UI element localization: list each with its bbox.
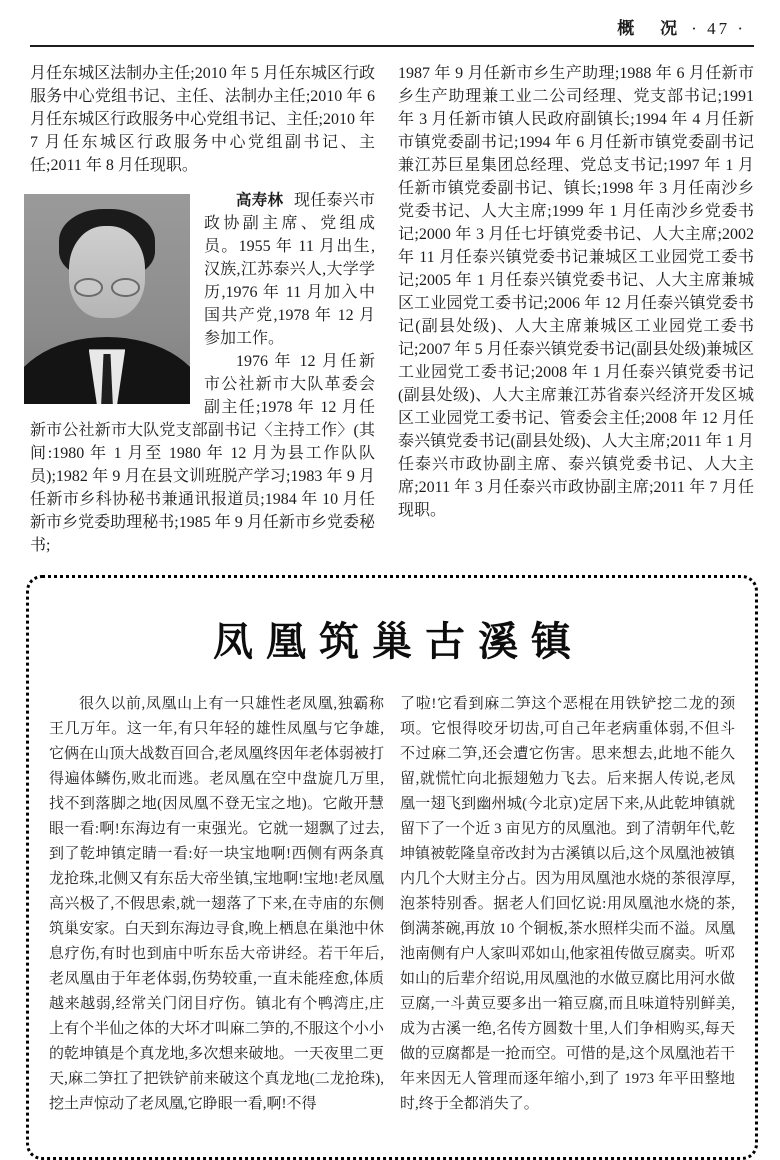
story-column-right: 了啦!它看到麻二笋这个恶棍在用铁铲挖二龙的颈项。它恨得咬牙切齿,可自己年老病重体弱,不但斗不过麻二笋,还会遭它伤害。思来想去,此地不能久留,就慌忙向北振翅勉力飞去。后来据人传说,老凤凰一翅飞到幽州城(今北京)定居下来,从此乾坤镇就留下了一个近 3 亩见方的凤凰池。到了清朝年代,乾坤镇被乾隆皇帝改封为古溪镇以后,这个凤凰池被镇内几个大财主分占。因为用凤凰池水烧的茶很淳厚,泡茶特别香。据老人们回忆说:用凤凰池水烧的茶,倒满茶碗,再放 10 个铜板,茶水照样尖而不溢。凤凰池南侧有户人家叫邓如山,他家祖传做豆腐卖。听邓如山的后辈介绍说,用凤凰池的水做豆腐比用河水做豆腐,一斗黄豆要多出一箱豆腐,而且味道特别鲜美,成为古溪一绝,名传方圆数十里,人们争相购买,每天做的豆腐都是一抢而空。可惜的是,这个凤凰池若干年来因无人管理而逐年缩小,到了 1973 年平田整地时,终于全都消失了。 bbox=[400, 696, 735, 1112]
glasses-icon bbox=[74, 278, 140, 297]
person-name: 高寿林 bbox=[236, 191, 284, 209]
story-box bbox=[26, 575, 758, 1160]
left-column bbox=[30, 62, 375, 557]
section-title: 概 况 bbox=[617, 19, 688, 39]
glasses-right-lens bbox=[111, 278, 140, 297]
bio-career-paragraph: 1976 年 12 月任新市公社新市大队革委会副主任;1978 年 12 月任新市公社新市大队党支部副书记〈主持工作〉(其间:1980 年 1 月至 1980 年 12 月为县工作队队员);1982 年 9 月在县文训班脱产学习;1983 年 9 月任新市乡科协秘书兼通讯报道员;1984 年 10 月任新市乡党委助理秘书;1985 年 9 月任新市乡党委秘书; bbox=[30, 353, 375, 554]
right-column bbox=[398, 62, 754, 557]
header-rule bbox=[30, 45, 754, 47]
bio-block bbox=[30, 189, 375, 557]
story-columns bbox=[49, 692, 735, 1117]
continuation-paragraph: 月任东城区法制办主任;2010 年 5 月任东城区行政服务中心党组书记、主任、法制办主任;2010 年 6 月任东城区行政服务中心党组书记、主任;2010 年 7 月任东城区行政服务中心党组副书记、主任;2011 年 8 月任现职。 bbox=[30, 65, 375, 174]
glasses-left-lens bbox=[74, 278, 103, 297]
story-title: 凤凰筑巢古溪镇 bbox=[213, 619, 584, 665]
story-column-left: 很久以前,凤凰山上有一只雄性老凤凰,独霸称王几万年。这一年,有只年轻的雄性凤凰与它争雄,它俩在山顶大战数百回合,老凤凰终因年老体弱被打得遍体鳞伤,败北而逃。老凤凰在空中盘旋几万里,找不到落脚之地(因凤凰不登无宝之地)。它敞开慧眼一看:啊!东海边有一束强光。它就一翅飘了过去,到了乾坤镇定睛一看:好一块宝地啊!西侧有两条真龙抢珠,北侧又有东岳大帝坐镇,宝地啊!宝地!老凤凰高兴极了,不假思索,就一翅落了下来,在寺庙的东侧筑巢安家。白天到东海边寻食,晚上栖息在巢池中休息疗伤,有时也到庙中听东岳大帝讲经。若干年后,老凤凰由于年老体弱,伤势较重,一直未能痊愈,体质越来越弱,经常关门闭目疗伤。镇北有个鸭湾庄,庄上有个半仙之体的大坏才叫麻二笋的,不服这个小小的乾坤镇是个真龙地,多次想来破地。一天夜里二更天,麻二笋扛了把铁铲前来破这个真龙地(二龙抢珠),挖土声惊动了老凤凰,它睁眼一看,啊!不得 bbox=[49, 696, 384, 1112]
body-columns bbox=[30, 62, 754, 557]
page-header bbox=[30, 14, 754, 39]
page-number: · 47 · bbox=[691, 19, 746, 38]
portrait-face-shape bbox=[69, 226, 145, 318]
portrait-photo bbox=[24, 194, 190, 404]
bio-intro-text: 现任泰兴市政协副主席、党组成员。1955 年 11 月出生,汉族,江苏泰兴人,大学学历,1976 年 11 月加入中国共产党,1978 年 12 月参加工作。 bbox=[204, 192, 375, 347]
career-continuation-paragraph: 1987 年 9 月任新市乡生产助理;1988 年 6 月任新市乡生产助理兼工业二公司经理、党支部书记;1991 年 3 月任新市镇人民政府副镇长;1994 年 4 月任新市镇党委副书记;1994 年 6 月任新市镇党委副书记兼江苏巨星集团总经理、党总支书记;1997 年 1 月任新市镇党委副书记、镇长;1998 年 3 月任南沙乡党委书记、人大主席;1999 年 1 月任南沙乡党委书记;2000 年 3 月任七圩镇党委书记、人大主席;2002 年 11 月任泰兴镇党委书记兼城区工业园党工委书记;2005 年 1 月任泰兴镇党委书记、人大主席兼城区工业园党工委书记;2006 年 12 月任泰兴镇党委书记(副县处级)、人大主席兼城区工业园党工委书记;2007 年 5 月任泰兴镇党委书记(副县处级)兼城区工业园党工委书记;2008 年 1 月任泰兴镇党委书记(副县处级)、人大主席兼江苏省泰兴经济开发区城区工业园党工委书记、管委会主任;2008 年 12 月任泰兴镇党委书记(副县处级)、人大主席;2011 年 1 月任泰兴市政协副主席、泰兴镇党委书记、人大主席;2011 年 3 月任泰兴市政协副主席;2011 年 7 月任现职。 bbox=[398, 65, 754, 519]
